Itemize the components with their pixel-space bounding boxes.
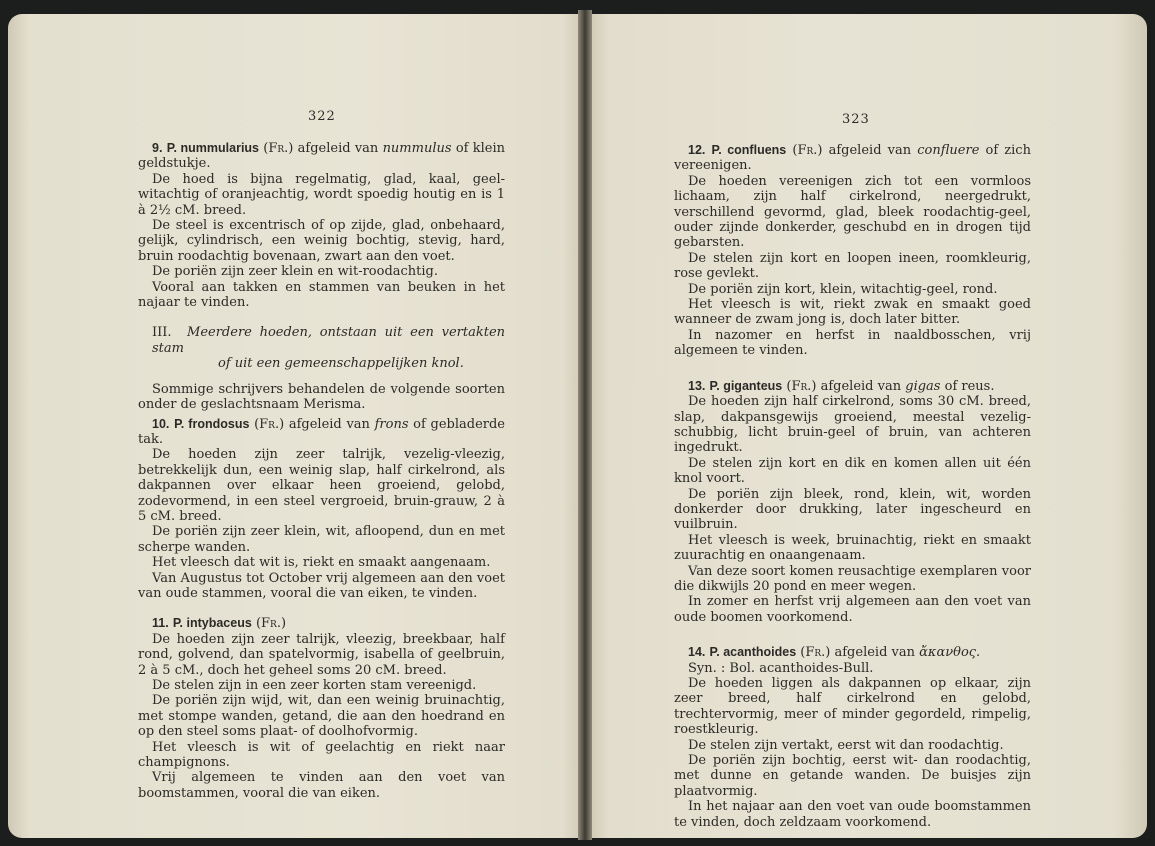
paragraph: De poriën zijn kort, klein, witachtig-geel, rond. <box>688 281 998 297</box>
page-number: 323 <box>842 112 870 127</box>
paragraph: Het vleesch is wit of geelachtig en riekt naar champignons. <box>138 739 505 771</box>
paragraph: De poriën zijn bleek, rond, klein, wit, worden donkerder door drukking, later ingescheurd en vuilbruin. <box>674 486 1031 533</box>
page-text <box>138 141 505 801</box>
left-page <box>8 14 586 838</box>
paragraph: De poriën zijn bochtig, eerst wit- dan roodachtig, met dunne en getande wanden. De buisjes zijn plaatvormig. <box>674 753 1031 799</box>
paragraph: Syn. : Bol. acanthoides-Bull. <box>688 660 874 676</box>
paragraph: De hoed is bijna regelmatig, glad, kaal, geel-witachtig of oranjeachtig, wordt spoedig houtig en is 1 à 2½ cM. breed. <box>138 171 505 218</box>
paragraph: Het vleesch dat wit is, riekt en smaakt aangenaam. <box>152 555 491 571</box>
paragraph: De stelen zijn kort en loopen ineen, roomkleurig, rose gevlekt. <box>674 250 1031 282</box>
paragraph: De stelen zijn kort en dik en komen allen uit één knol voort. <box>674 455 1031 487</box>
paragraph: In het najaar aan den voet van oude boomstammen te vinden, doch zeldzaam voorkomend. <box>674 799 1031 830</box>
paragraph: In zomer en herfst vrij algemeen aan den voet van oude boomen voorkomend. <box>674 594 1031 625</box>
paragraph: De poriën zijn zeer klein, wit, afloopend, dun en met scherpe wanden. <box>138 524 505 555</box>
paragraph: Vooral aan takken en stammen van beuken in het najaar te vinden. <box>138 279 505 311</box>
paragraph: De hoeden zijn zeer talrijk, vezelig-vleezig, betrekkelijk dun, een weinig slap, half cirkelrond, als dakpannen over elkaar heen groeiend, gelobd, zodevormend, in een steel vergroeid, bruin-grauw, 2 à 5 cM. breed. <box>138 447 505 524</box>
paragraph: Sommige schrijvers behandelen de volgende soorten onder de geslachtsnaam Merisma. <box>138 381 505 413</box>
paragraph: De stelen zijn in een zeer korten stam vereenigd. <box>152 678 477 693</box>
paragraph: Het vleesch is week, bruinachtig, riekt en smaakt zuurachtig en onaangenaam. <box>674 532 1031 564</box>
paragraph: De hoeden liggen als dakpannen op elkaar, zijn zeer breed, half cirkelrond en gelobd, trechtervormig, meer of minder gegordeld, rimpelig, roestkleurig. <box>674 676 1031 738</box>
paragraph: De poriën zijn wijd, wit, dan een weinig bruinachtig, met stompe wanden, getand, die aan den hoedrand en op den steel soms plaat- of doolhofvormig. <box>138 693 505 740</box>
paragraph: De stelen zijn vertakt, eerst wit dan roodachtig. <box>688 737 1004 753</box>
paragraph: Van deze soort komen reusachtige exemplaren voor die dikwijls 20 pond en meer wegen. <box>674 563 1031 594</box>
paragraph: De steel is excentrisch of op zijde, glad, onbehaard, gelijk, cylindrisch, een weinig bochtig, stevig, hard, bruin roodachtig bovenaan, zwart aan den voet. <box>138 218 505 264</box>
paragraph: Van Augustus tot October vrij algemeen aan den voet van oude stammen, vooral die van eiken, te vinden. <box>138 570 505 601</box>
paragraph: Het vleesch is wit, riekt zwak en smaakt goed wanneer de zwam jong is, doch later bitter. <box>674 297 1031 328</box>
paragraph: De hoeden zijn half cirkelrond, soms 30 cM. breed, slap, dakpansgewijs groeiend, meestal vezelig-schubbig, licht bruin-geel of bruin, van achteren ingedrukt. <box>674 394 1031 456</box>
entry-heading: 10. P. frondosus (Fr.) afgeleid van frons of gebladerde tak. <box>138 416 505 447</box>
paragraph: De hoeden vereenigen zich tot een vormloos lichaam, zijn half cirkelrond, neergedrukt, verschillend gevormd, glad, bleek roodachtig-geel, ouder zijnde donkerder, geschubd en in drogen tijd gebarsten. <box>674 173 1031 251</box>
entry-heading: 14. P. acanthoides (Fr.) afgeleid van ἄκανθος. <box>688 645 981 661</box>
entry-heading: 9. P. nummularius (Fr.) afgeleid van nummulus of klein geldstukje. <box>138 141 505 172</box>
paragraph: De hoeden zijn zeer talrijk, vleezig, breekbaar, half rond, golvend, dan spatelvormig, isabella of geelbruin, 2 à 5 cM., doch het geheel soms 20 cM. breed. <box>138 631 505 678</box>
paragraph: In nazomer en herfst in naaldbosschen, vrij algemeen te vinden. <box>674 327 1031 359</box>
section-heading: III. Meerdere hoeden, ontstaan uit een vertakten stam of uit een gemeenschappelijken knol. <box>152 325 506 372</box>
page-number: 322 <box>308 109 336 124</box>
right-page <box>586 14 1147 838</box>
entry-heading: 13. P. giganteus (Fr.) afgeleid van gigas of reus. <box>688 378 995 394</box>
book-gutter <box>578 10 592 840</box>
page-text <box>674 143 1031 830</box>
entry-heading: 11. P. intybaceus (Fr.) <box>152 616 287 632</box>
paragraph: Vrij algemeen te vinden aan den voet van boomstammen, vooral die van eiken. <box>138 770 505 801</box>
paragraph: De poriën zijn zeer klein en wit-roodachtig. <box>152 264 439 280</box>
entry-heading: 12. P. confluens (Fr.) afgeleid van confluere of zich vereenigen. <box>674 143 1031 174</box>
